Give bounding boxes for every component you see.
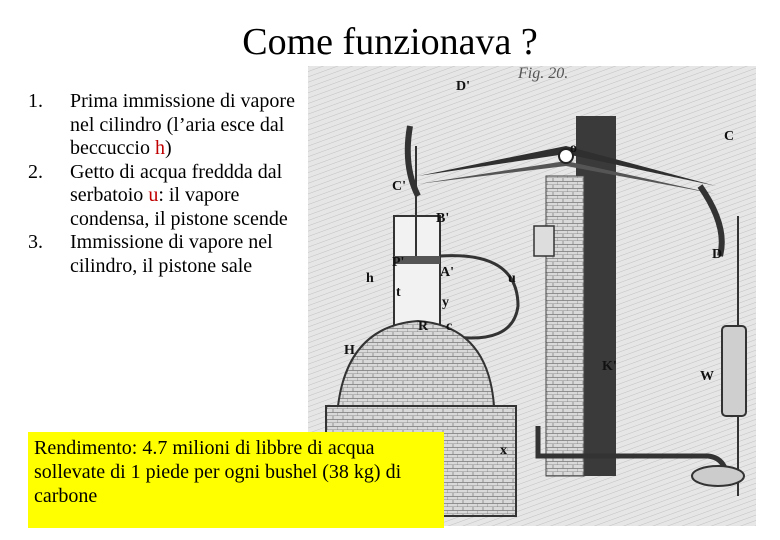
label-h-capital: H — [344, 343, 355, 358]
label-h: h — [366, 271, 374, 286]
figure-caption: Fig. 20. — [518, 66, 569, 82]
label-o: o — [570, 141, 577, 156]
label-r: R — [418, 319, 429, 334]
label-b-prime: B' — [436, 211, 450, 226]
label-d: D — [712, 247, 723, 262]
step-number: 3. — [28, 231, 43, 253]
step-text-end: ) — [164, 137, 172, 159]
label-w: W — [700, 369, 714, 384]
step-text-end: : il vapore condensa, il pistone scende — [70, 184, 288, 230]
step-item — [28, 231, 318, 278]
step-number: 2. — [28, 160, 43, 183]
step-item — [28, 90, 318, 161]
step-text: Immissione di vapore nel cilindro, il pistone sale — [70, 231, 273, 277]
label-d-prime: D' — [456, 79, 470, 94]
label-x: x — [500, 443, 507, 458]
step-highlight: h — [154, 137, 165, 159]
step-highlight: u — [148, 184, 159, 206]
step-item — [28, 161, 318, 232]
label-c-prime: C' — [392, 179, 406, 194]
label-c: C — [724, 129, 735, 144]
step-number: 1. — [28, 90, 43, 112]
efficiency-text: Rendimento: 4.7 milioni di libbre di acqua sollevate di 1 piede per ogni bushel (38 kg) di carbone — [34, 437, 402, 507]
label-c-small: c — [446, 319, 453, 334]
label-a-prime: A' — [440, 265, 454, 280]
label-y: y — [442, 295, 449, 310]
steps-list — [28, 90, 318, 278]
step-text: Prima immissione di vapore nel cilindro (l’aria esce dal beccuccio — [70, 90, 295, 159]
label-t: t — [396, 285, 401, 300]
label-p-prime: P' — [392, 255, 405, 270]
label-k-prime: K' — [602, 359, 617, 374]
label-u: u — [508, 271, 516, 286]
efficiency-callout — [28, 432, 444, 528]
step-text: Getto di acqua freddda dal serbatoio — [70, 160, 283, 206]
slide-title: Come funzionava ? — [242, 21, 538, 63]
